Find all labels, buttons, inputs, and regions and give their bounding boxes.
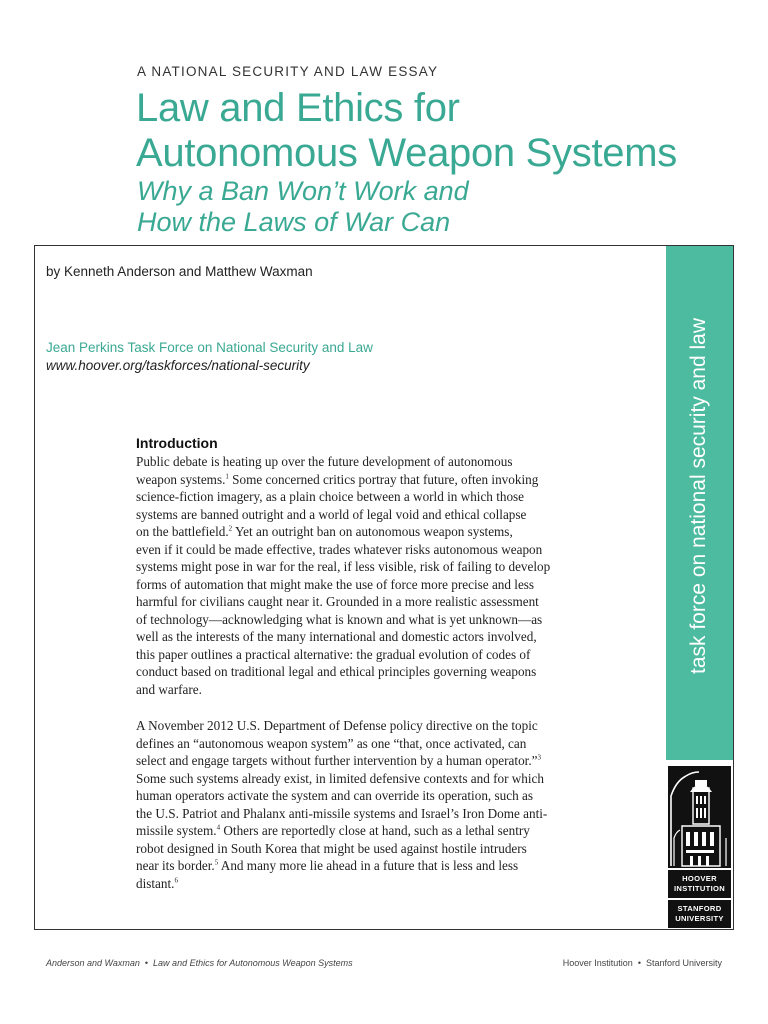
footnote-ref[interactable]: 4 xyxy=(216,823,221,832)
footnote-ref[interactable]: 1 xyxy=(225,472,229,481)
sidebar-label: task force on national security and law xyxy=(687,317,710,675)
text-line: Some such systems already exist, in limited defensive contexts and for which xyxy=(136,770,544,786)
footer-right xyxy=(563,958,722,968)
author-byline: by Kenneth Anderson and Matthew Waxman xyxy=(46,264,313,279)
footer-separator: • xyxy=(637,958,641,968)
logo-text-stanford: STANFORD xyxy=(677,904,722,913)
essay-kicker: A NATIONAL SECURITY AND LAW ESSAY xyxy=(137,64,439,79)
title-line-1: Law and Ethics for xyxy=(136,86,460,130)
subtitle-line-2: How the Laws of War Can xyxy=(137,207,451,237)
text-line: the U.S. Patriot and Phalanx anti-missile systems and Israel’s Iron Dome anti- xyxy=(136,805,548,821)
text-line: and warfare. xyxy=(136,681,202,697)
logo-text-university: UNIVERSITY xyxy=(675,914,724,923)
footnote-ref[interactable]: 6 xyxy=(174,876,178,885)
text-line: science-fiction imagery, as a plain choice between a world in which those xyxy=(136,489,525,504)
footnote-ref[interactable]: 2 xyxy=(228,524,233,533)
text-line: harmful for civilians caught near it. Grounded in a more realistic assessment xyxy=(136,594,539,609)
footnote-ref[interactable]: 5 xyxy=(214,858,219,867)
subtitle-line-1: Why a Ban Won’t Work and xyxy=(137,176,469,206)
text-line: human operators activate the system and can override its operation, such as xyxy=(136,788,533,803)
footnote-ref[interactable]: 3 xyxy=(537,753,541,762)
text-line: weapon systems.$^1$ Some concerned critics portray that future, often invoking xyxy=(136,471,539,487)
text-line: select and engage targets without further intervention by a human operator.”$^3$ xyxy=(136,753,541,768)
footer-university: Stanford University xyxy=(645,958,722,968)
text-line: A November 2012 U.S. Department of Defense policy directive on the topic xyxy=(136,718,538,733)
body-paragraph-2 xyxy=(136,717,547,892)
document-title xyxy=(136,86,677,176)
footer-authors: Anderson and Waxman xyxy=(46,958,140,968)
logo-hoover-institution xyxy=(668,870,731,898)
text-line: systems might pose in war for the real, if less visible, risk of failing to develop xyxy=(136,559,551,574)
hoover-stanford-logo xyxy=(666,764,733,929)
text-line: well as the interests of the many international and domestic actors involved, xyxy=(136,629,537,644)
logo-text-institution: INSTITUTION xyxy=(674,884,725,893)
text-line: of technology—acknowledging what is known and what is yet unknown—as xyxy=(136,611,543,627)
text-line: missile system.$^4$ Others are reportedly close at hand, such as a lethal sentry xyxy=(136,823,530,838)
text-line: near its border.$^5$ And many more lie ahead in a future that is less and less xyxy=(136,858,519,873)
text-line: distant.$^6$ xyxy=(136,875,178,891)
task-force-url[interactable]: www.hoover.org/taskforces/national-security xyxy=(46,358,310,373)
body-paragraph-1 xyxy=(136,453,550,698)
text-line: forms of automation that might make the use of force more precise and less xyxy=(136,576,535,592)
logo-stanford-university xyxy=(668,900,731,928)
footer-left xyxy=(46,958,353,968)
text-line: Public debate is heating up over the future development of autonomous xyxy=(136,454,513,469)
footer-separator: • xyxy=(144,958,149,968)
document-subtitle xyxy=(137,176,469,238)
section-heading-introduction: Introduction xyxy=(136,435,218,451)
sidebar-band xyxy=(666,246,733,760)
text-line: defines an “autonomous weapon system” as one “that, once activated, can xyxy=(136,735,527,751)
footer-doc-title: Law and Ethics for Autonomous Weapon Systems xyxy=(153,958,353,968)
text-line: systems are banned outright and a world of legal void and ethical collapse xyxy=(136,506,527,522)
text-line: robot designed in South Korea that might be used against hostile intruders xyxy=(136,840,527,856)
text-line: conduct based on traditional legal and ethical principles governing weapons xyxy=(136,664,537,679)
hoover-tower-icon xyxy=(668,766,731,868)
footer-institution: Hoover Institution xyxy=(562,958,633,968)
text-line: even if it could be made effective, trades whatever risks autonomous weapon xyxy=(136,541,543,557)
task-force-name: Jean Perkins Task Force on National Security and Law xyxy=(46,340,373,355)
text-line: on the battlefield.$^2$ Yet an outright ban on autonomous weapon systems, xyxy=(136,524,513,539)
title-line-2: Autonomous Weapon Systems xyxy=(136,131,677,175)
text-line: this paper outlines a practical alternative: the gradual evolution of codes of xyxy=(136,646,531,662)
logo-text-hoover: HOOVER xyxy=(682,874,717,883)
